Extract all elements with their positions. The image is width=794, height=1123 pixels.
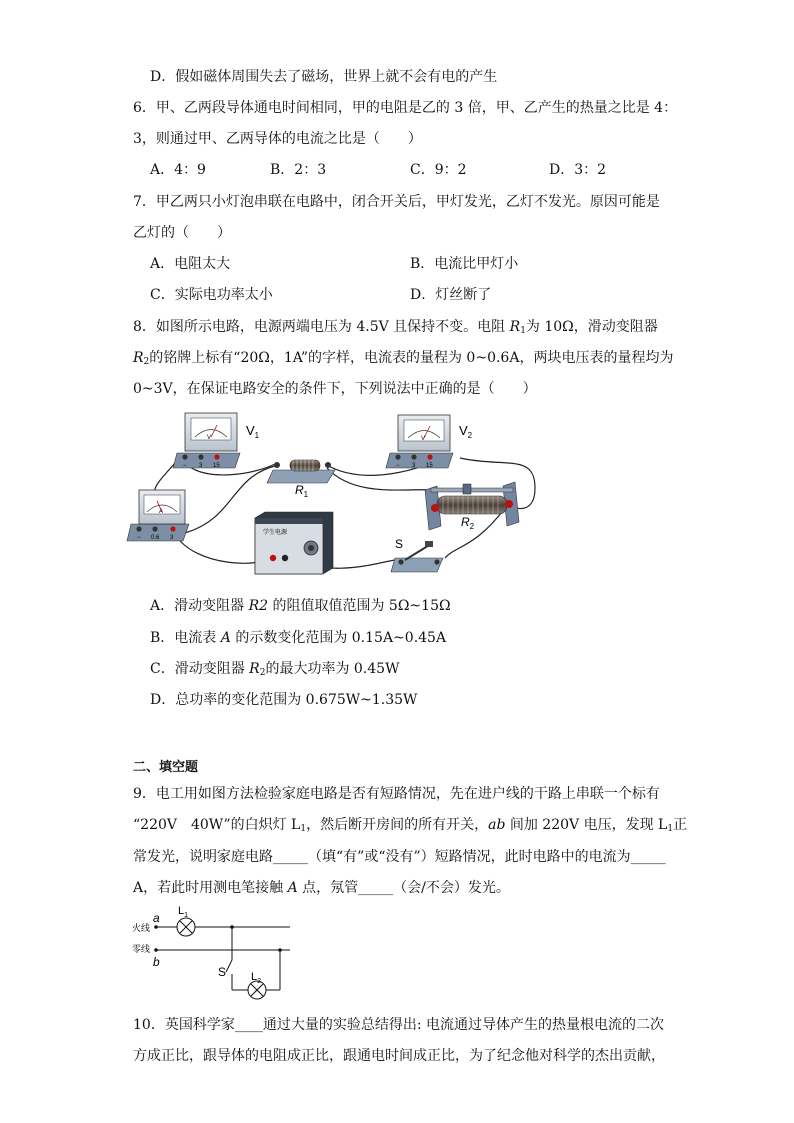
- scale-label: 0.6: [151, 535, 160, 541]
- q10-stem-line2: 方成正比，跟导体的电阻成正比，跟通电时间成正比，为了纪念他对科学的杰出贡献，: [133, 1048, 665, 1064]
- q9-stem-line2: [133, 816, 687, 838]
- ammeter-a: [127, 490, 189, 541]
- q6-stem-line1: 6．甲、乙两段导体通电时间相同，甲的电阻是乙的 3 倍，甲、乙产生的热量之比是 4：: [133, 100, 678, 116]
- opt-text: 的示数变化范围为 0.15A~0.45A: [230, 630, 447, 646]
- q9-text: 间加 220V 电压，发现 L: [505, 817, 668, 833]
- opt-var: A: [220, 630, 231, 646]
- q6-option-d: D．3：2: [549, 162, 607, 178]
- q9-text: 点，氖管_____（会/不会）发光。: [297, 880, 510, 896]
- q6-option-a: A．4：9: [150, 162, 206, 178]
- label-neutral: 零线: [132, 944, 151, 954]
- q8-var-r1: R: [509, 319, 521, 335]
- label-live: 火线: [132, 923, 151, 933]
- lamp-l1-icon: [177, 918, 195, 936]
- q9-stem-line1: 9．电工用如图方法检验家庭电路是否有短路情况，先在进户线的干路上串联一个标有: [133, 786, 660, 802]
- q8-option-c: [150, 660, 399, 682]
- q8-stem-line3: 0~3V，在保证电路安全的条件下，下列说法中正确的是（ ）: [133, 381, 537, 397]
- q8-text: 8．如图所示电路，电源两端电压为 4.5V 且保持不变。电阻: [133, 319, 510, 335]
- label-l1: $L_1$: [178, 905, 189, 919]
- q8-stem-line1: [133, 318, 658, 340]
- q8-text: 的铭牌上标有“20Ω，1A”的字样，电流表的量程为 0~0.6A，两块电压表的量程均为: [149, 350, 674, 366]
- opt-var: R: [249, 661, 260, 677]
- q9-stem-line3: 常发光，说明家庭电路_____（填“有”或“没有”）短路情况，此时电路中的电流为_____: [133, 849, 666, 865]
- q8-stem-line2: [133, 349, 673, 371]
- scale-label: 15: [213, 463, 220, 469]
- resistor-r1: [267, 460, 335, 483]
- q8-option-d: D．总功率的变化范围为 0.675W~1.35W: [150, 692, 418, 708]
- q6-option-b: B．2：3: [270, 162, 327, 178]
- q8-text: 为 10Ω，滑动变阻器: [525, 319, 658, 335]
- voltmeter-v1: [173, 413, 240, 469]
- opt-sub: 2: [259, 668, 266, 678]
- scale-label: 3: [170, 535, 174, 541]
- scale-label: 3: [199, 463, 203, 469]
- q8-var-r2: R: [133, 350, 144, 366]
- power-supply: [255, 512, 333, 574]
- opt-text: A．滑动变阻器: [150, 598, 249, 614]
- q9-household-circuit-figure: [130, 904, 300, 1004]
- opt-text: 的阻值取值范围为 5Ω~15Ω: [268, 598, 451, 614]
- meter-symbol: A: [159, 509, 164, 515]
- q9-var-a: A: [287, 880, 298, 896]
- meter-symbol: V: [207, 435, 212, 441]
- q8-option-a: [150, 597, 451, 615]
- label-l2: $L_2$: [251, 971, 262, 985]
- q9-sub: 1: [300, 824, 307, 834]
- section-heading: 二、填空题: [133, 760, 199, 775]
- q6-option-c: C．9：2: [410, 162, 467, 178]
- scale-label: 3: [412, 463, 416, 469]
- q9-text: ，然后断开房间的所有开关，: [306, 817, 489, 833]
- label-r1: $R_1$: [295, 483, 309, 499]
- label-s: S: [218, 965, 227, 979]
- meter-symbol: V: [421, 436, 426, 442]
- opt-text: C．滑动变阻器: [150, 661, 250, 677]
- opt-text: B．电流表: [150, 630, 221, 646]
- q10-stem-line1: 10．英国科学家____通过大量的实验总结得出: 电流通过导体产生的热量根电流的二次: [133, 1017, 664, 1033]
- q5-option-d: D．假如磁体周围失去了磁场，世界上就不会有电的产生: [150, 69, 498, 85]
- scale-label: −: [396, 463, 400, 469]
- label-r2: $R_2$: [461, 515, 475, 531]
- opt-var: R2: [248, 598, 269, 614]
- q7-option-d: D．灯丝断了: [410, 287, 492, 303]
- scale-label: 15: [426, 463, 433, 469]
- q8-sub: 1: [520, 326, 526, 336]
- voltmeter-v2: [386, 415, 453, 469]
- q9-stem-line4: [133, 879, 510, 897]
- q9-text: “220V 40W”的白炽灯 L: [133, 817, 301, 833]
- label-b: b: [153, 955, 160, 969]
- q7-stem-line2: 乙灯的（ ）: [133, 225, 231, 241]
- opt-text: 的最大功率为 0.45W: [265, 661, 400, 677]
- label-v1: $V_1$: [246, 423, 260, 440]
- q9-sub: 1: [667, 824, 674, 834]
- q9-text: 正: [673, 817, 688, 833]
- q7-option-a: A．电阻太大: [150, 256, 231, 272]
- scale-label: −: [137, 535, 141, 541]
- label-s: S: [395, 537, 404, 551]
- q7-stem-line1: 7．甲乙两只小灯泡串联在电路中，闭合开关后，甲灯发光，乙灯不发光。原因可能是: [133, 194, 660, 210]
- q9-var-ab: ab: [488, 817, 506, 833]
- psu-label: 学生电源: [263, 530, 288, 536]
- q7-option-c: C．实际电功率太小: [150, 287, 273, 303]
- q8-option-b: [150, 629, 446, 647]
- q9-text: A，若此时用测电笔接触: [133, 880, 288, 896]
- q8-circuit-figure: [125, 408, 550, 583]
- label-a: a: [153, 911, 160, 925]
- q7-option-b: B．电流比甲灯小: [410, 256, 519, 272]
- label-v2: $V_2$: [459, 423, 473, 440]
- scale-label: −: [183, 463, 187, 469]
- q6-stem-line2: 3，则通过甲、乙两导体的电流之比是（ ）: [133, 131, 422, 147]
- q8-sub: 2: [143, 357, 150, 367]
